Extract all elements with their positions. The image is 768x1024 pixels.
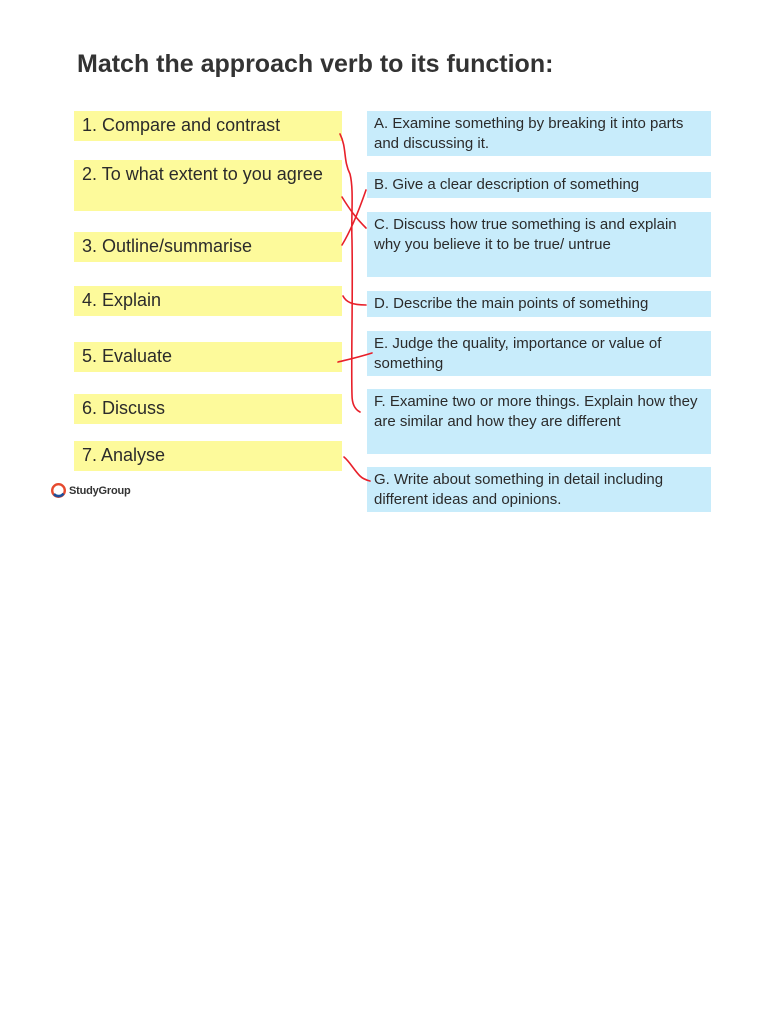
function-item-c: C. Discuss how true something is and explain why you believe it to be true/ untrue xyxy=(367,212,711,277)
studygroup-logo-icon xyxy=(51,483,66,498)
page-title: Match the approach verb to its function: xyxy=(77,50,554,78)
match-line-1-to-f xyxy=(340,134,360,412)
function-item-b: B. Give a clear description of something xyxy=(367,172,711,198)
verb-item-3: 3. Outline/summarise xyxy=(74,232,342,262)
match-line-7-to-g xyxy=(344,457,370,481)
function-item-f: F. Examine two or more things. Explain how they are similar and how they are different xyxy=(367,389,711,454)
verb-item-2: 2. To what extent to you agree xyxy=(74,160,342,211)
studygroup-logo xyxy=(51,483,131,498)
match-line-4-to-d xyxy=(343,296,366,305)
match-line-5-to-e xyxy=(338,353,372,362)
function-item-e: E. Judge the quality, importance or value of something xyxy=(367,331,711,376)
verb-item-1: 1. Compare and contrast xyxy=(74,111,342,141)
verb-item-7: 7. Analyse xyxy=(74,441,342,471)
studygroup-logo-text: StudyGroup xyxy=(69,484,131,497)
function-item-d: D. Describe the main points of something xyxy=(367,291,711,317)
verb-item-5: 5. Evaluate xyxy=(74,342,342,372)
match-line-3-to-b xyxy=(342,190,366,245)
function-item-g: G. Write about something in detail including different ideas and opinions. xyxy=(367,467,711,512)
verb-item-6: 6. Discuss xyxy=(74,394,342,424)
verb-item-4: 4. Explain xyxy=(74,286,342,316)
function-item-a: A. Examine something by breaking it into parts and discussing it. xyxy=(367,111,711,156)
